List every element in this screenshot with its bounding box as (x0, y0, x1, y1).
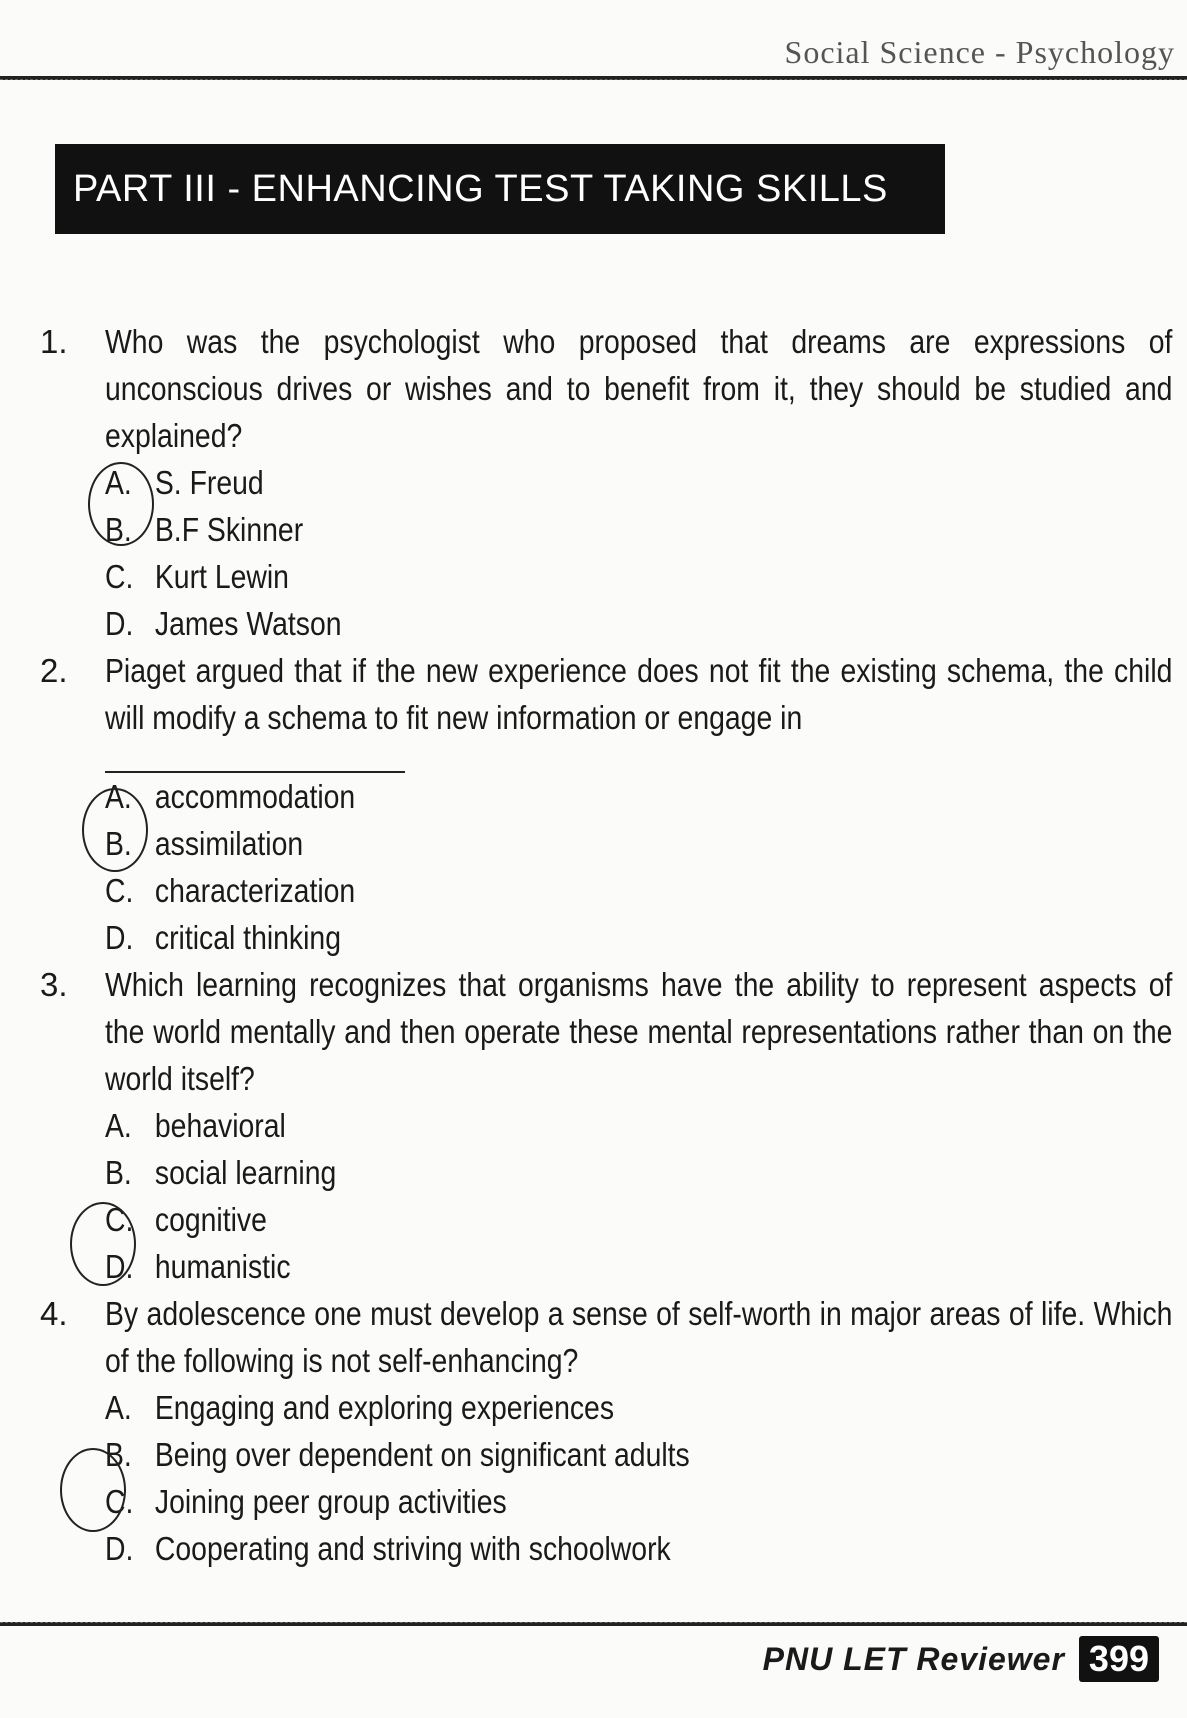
handwritten-answer-circle-q1 (88, 462, 154, 546)
header-title: Social Science - Psychology (784, 34, 1175, 70)
question-text: Which learning recognizes that organisms have the ability to represent aspects of the world mentally and then operate these mental representations rather than on the world itself? (105, 966, 1173, 1097)
option-a[interactable]: A. Engaging and exploring experiences (105, 1389, 615, 1426)
option-a[interactable]: A. accommodation (105, 778, 356, 815)
question-list (40, 318, 1175, 1572)
option-b[interactable]: B. assimilation (105, 825, 304, 862)
handwritten-answer-circle-q4 (60, 1448, 126, 1532)
option-d[interactable]: D. Cooperating and striving with schoolwork (105, 1530, 671, 1567)
option-list (105, 773, 1175, 961)
question-number: 2. (40, 652, 68, 689)
question-number: 1. (40, 323, 68, 360)
option-a[interactable]: A. S. Freud (105, 464, 264, 501)
handwritten-answer-circle-q2 (82, 788, 148, 872)
page-footer (763, 1636, 1159, 1682)
part-title: PART III - ENHANCING TEST TAKING SKILLS (73, 167, 888, 210)
option-list (105, 459, 1175, 647)
answer-blank (105, 741, 405, 773)
option-c[interactable]: C. Kurt Lewin (105, 558, 289, 595)
question-text: Piaget argued that if the new experience does not fit the existing schema, the child will modify a schema to fit new information or engage in (105, 652, 1173, 736)
question-number: 4. (40, 1295, 68, 1332)
question-text: By adolescence one must develop a sense of self-worth in major areas of life. Which of the following is not self-enhancing? (105, 1295, 1173, 1379)
option-c[interactable]: C. characterization (105, 872, 356, 909)
option-d[interactable]: D. critical thinking (105, 919, 342, 956)
option-list (105, 1384, 1175, 1572)
footer-rule (0, 1622, 1187, 1626)
header-rule (0, 76, 1187, 80)
question-3 (40, 961, 1175, 1290)
option-b[interactable]: B. Being over dependent on significant adults (105, 1436, 690, 1473)
question-number: 3. (40, 966, 68, 1003)
option-c[interactable]: C. cognitive (105, 1201, 267, 1238)
option-list (105, 1102, 1175, 1290)
option-c[interactable]: C. Joining peer group activities (105, 1483, 507, 1520)
question-1 (40, 318, 1175, 647)
question-4 (40, 1290, 1175, 1572)
page-number: 399 (1079, 1636, 1159, 1682)
footer-title: PNU LET Reviewer (762, 1640, 1065, 1677)
option-b[interactable]: B. B.F Skinner (105, 511, 304, 548)
question-text: Who was the psychologist who proposed that dreams are expressions of unconscious drives or wishes and to benefit from it, they should be studied and explained? (105, 323, 1173, 454)
question-2 (40, 647, 1175, 961)
option-b[interactable]: B. social learning (105, 1154, 337, 1191)
part-banner (55, 144, 945, 234)
option-d[interactable]: D. James Watson (105, 605, 342, 642)
handwritten-answer-circle-q3 (70, 1202, 136, 1286)
option-d[interactable]: D. humanistic (105, 1248, 291, 1285)
option-a[interactable]: A. behavioral (105, 1107, 286, 1144)
